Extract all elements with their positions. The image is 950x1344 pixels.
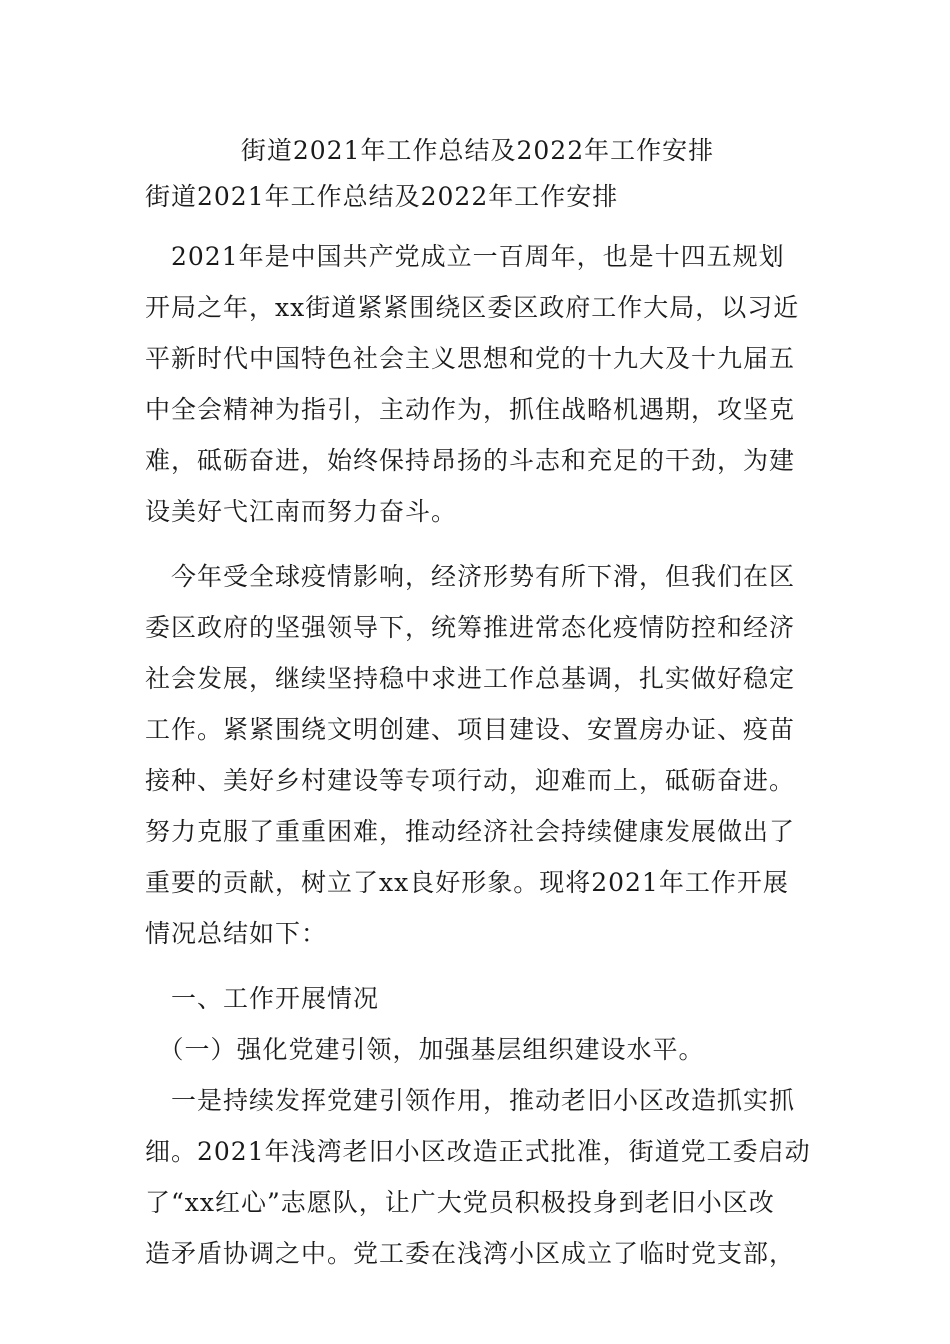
paragraph-line: 中全会精神为指引，主动作为，抓住战略机遇期，攻坚克 xyxy=(145,395,796,424)
paragraph-line: 接种、美好乡村建设等专项行动，迎难而上，砥砺奋进。 xyxy=(145,766,796,795)
document-title: 街道2021年工作总结及2022年工作安排 xyxy=(240,136,715,165)
paragraph-line: 工作。紧紧围绕文明创建、项目建设、安置房办证、疫苗 xyxy=(145,715,796,744)
section-heading xyxy=(145,973,810,1024)
paragraph-line: 开局之年，xx街道紧紧围绕区委区政府工作大局，以习近 xyxy=(145,293,800,322)
paragraph-line: 造矛盾协调之中。党工委在浅湾小区成立了临时党支部， xyxy=(145,1239,796,1268)
paragraph-line: 细。2021年浅湾老旧小区改造正式批准，街道党工委启动 xyxy=(145,1137,811,1166)
paragraph-line: 平新时代中国特色社会主义思想和党的十九大及十九届五 xyxy=(145,344,796,373)
document-subtitle: 街道2021年工作总结及2022年工作安排 xyxy=(145,182,619,211)
paragraph-line: 社会发展，继续坚持稳中求进工作总基调，扎实做好稳定 xyxy=(145,664,796,693)
section-heading-text: 一、工作开展情况 xyxy=(145,984,380,1013)
subsection-heading xyxy=(145,1024,810,1075)
paragraph-detail xyxy=(145,1075,810,1279)
paragraph-line: 2021年是中国共产党成立一百周年，也是十四五规划 xyxy=(145,242,785,271)
subsection-heading-text: （一）强化党建引领，加强基层组织建设水平。 xyxy=(145,1035,705,1064)
paragraph-line: 今年受全球疫情影响，经济形势有所下滑，但我们在区 xyxy=(145,562,796,591)
document-body xyxy=(145,128,810,1279)
paragraph-line: 设美好弋江南而努力奋斗。 xyxy=(145,497,458,526)
paragraph-line: 努力克服了重重困难，推动经济社会持续健康发展做出了 xyxy=(145,817,796,846)
paragraph-line: 了“xx红心”志愿队，让广大党员积极投身到老旧小区改 xyxy=(145,1188,775,1217)
paragraph-line: 一是持续发挥党建引领作用，推动老旧小区改造抓实抓 xyxy=(145,1086,796,1115)
paragraph-line: 委区政府的坚强领导下，统筹推进常态化疫情防控和经济 xyxy=(145,613,796,642)
paragraph-intro xyxy=(145,231,810,537)
paragraph-line: 难，砥砺奋进，始终保持昂扬的斗志和充足的干劲，为建 xyxy=(145,446,796,475)
paragraph-line: 重要的贡献，树立了xx良好形象。现将2021年工作开展 xyxy=(145,868,789,897)
paragraph-line: 情况总结如下： xyxy=(145,919,328,948)
paragraph-overview xyxy=(145,551,810,959)
